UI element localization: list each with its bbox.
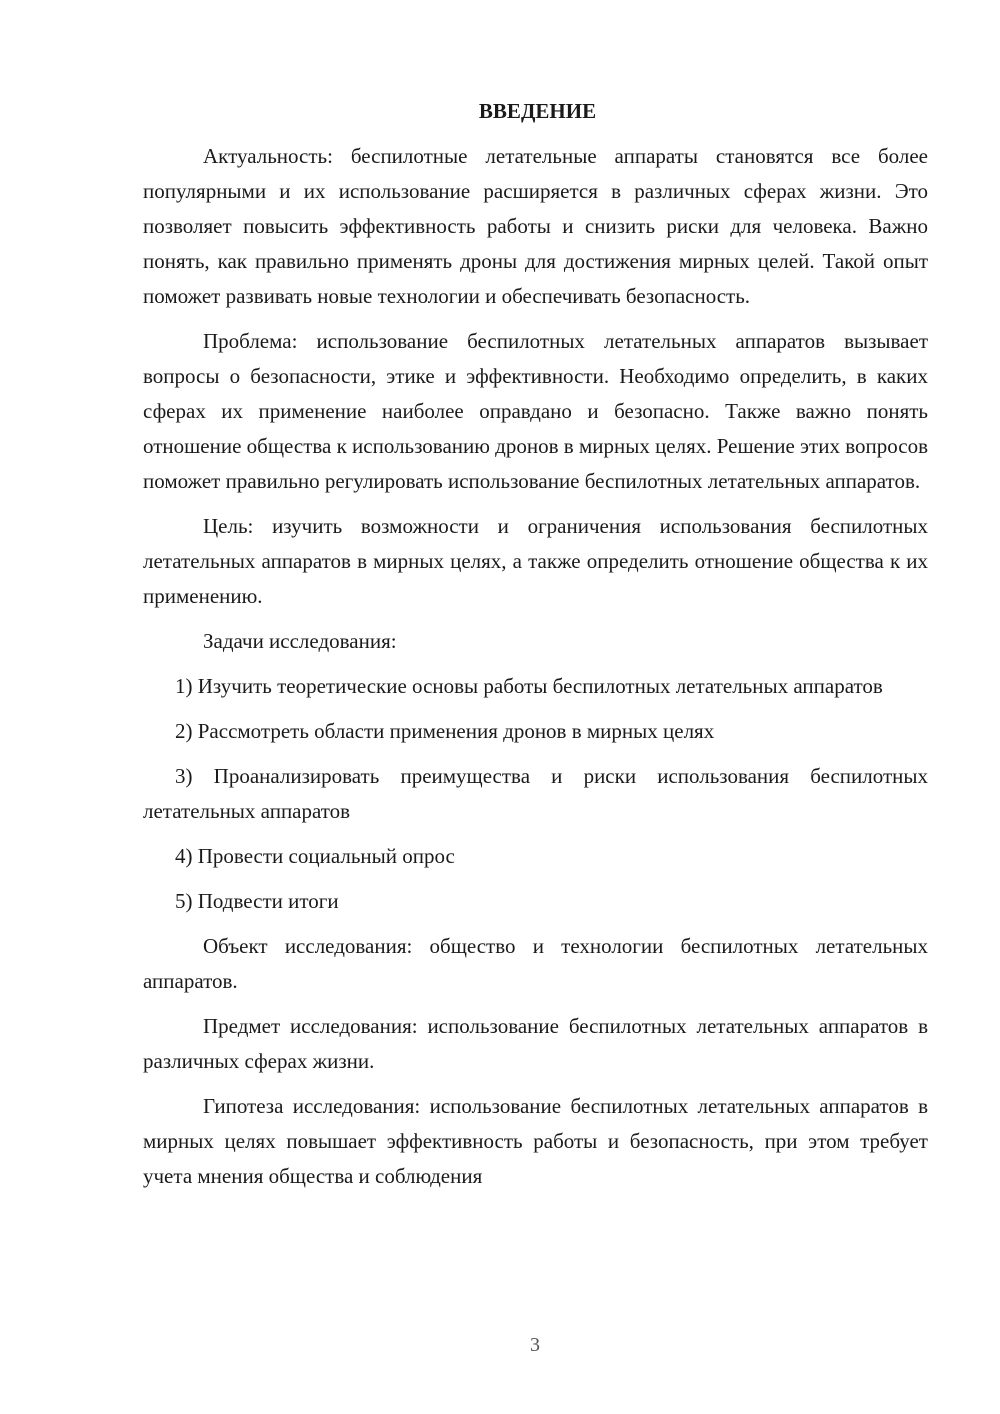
task-item-2: 2) Рассмотреть области применения дронов в мирных целях bbox=[175, 719, 715, 743]
page-title: ВВЕДЕНИЕ bbox=[478, 99, 597, 123]
task-item-4: 4) Провести социальный опрос bbox=[175, 844, 455, 868]
page-content bbox=[143, 96, 928, 1204]
tasks-heading: Задачи исследования: bbox=[203, 629, 397, 653]
task-item-3: 3) Проанализировать преимущества и риски использования беспилотных летательных аппаратов bbox=[143, 764, 928, 823]
paragraph-object: Объект исследования: общество и технологии беспилотных летательных аппаратов. bbox=[143, 934, 928, 993]
paragraph-goal: Цель: изучить возможности и ограничения использования беспилотных летательных аппаратов в мирных целях, а также определить отношение общества к их применению. bbox=[143, 514, 928, 608]
paragraph-problem: Проблема: использование беспилотных летательных аппаратов вызывает вопросы о безопасности, этике и эффективности. Необходимо определить, в каких сферах их применение наиболее оправдано и безопасно. Также важно понять отношение общества к использованию дронов в мирных целях. Решение этих вопросов поможет правильно регулировать использование беспилотных летательных аппаратов. bbox=[143, 329, 928, 493]
paragraph-hypothesis: Гипотеза исследования: использование беспилотных летательных аппаратов в мирных целях повышает эффективность работы и безопасность, при этом требует учета мнения общества и соблюдения bbox=[143, 1094, 928, 1188]
task-item-1: 1) Изучить теоретические основы работы беспилотных летательных аппаратов bbox=[175, 674, 883, 698]
paragraph-relevance: Актуальность: беспилотные летательные аппараты становятся все более популярными и их использование расширяется в различных сферах жизни. Это позволяет повысить эффективность работы и снизить риски для человека. Важно понять, как правильно применять дроны для достижения мирных целей. Такой опыт поможет развивать новые технологии и обеспечивать безопасность. bbox=[143, 144, 928, 308]
task-item-5: 5) Подвести итоги bbox=[175, 889, 339, 913]
paragraph-subject: Предмет исследования: использование беспилотных летательных аппаратов в различных сферах жизни. bbox=[143, 1014, 928, 1073]
page-number: 3 bbox=[530, 1334, 540, 1356]
